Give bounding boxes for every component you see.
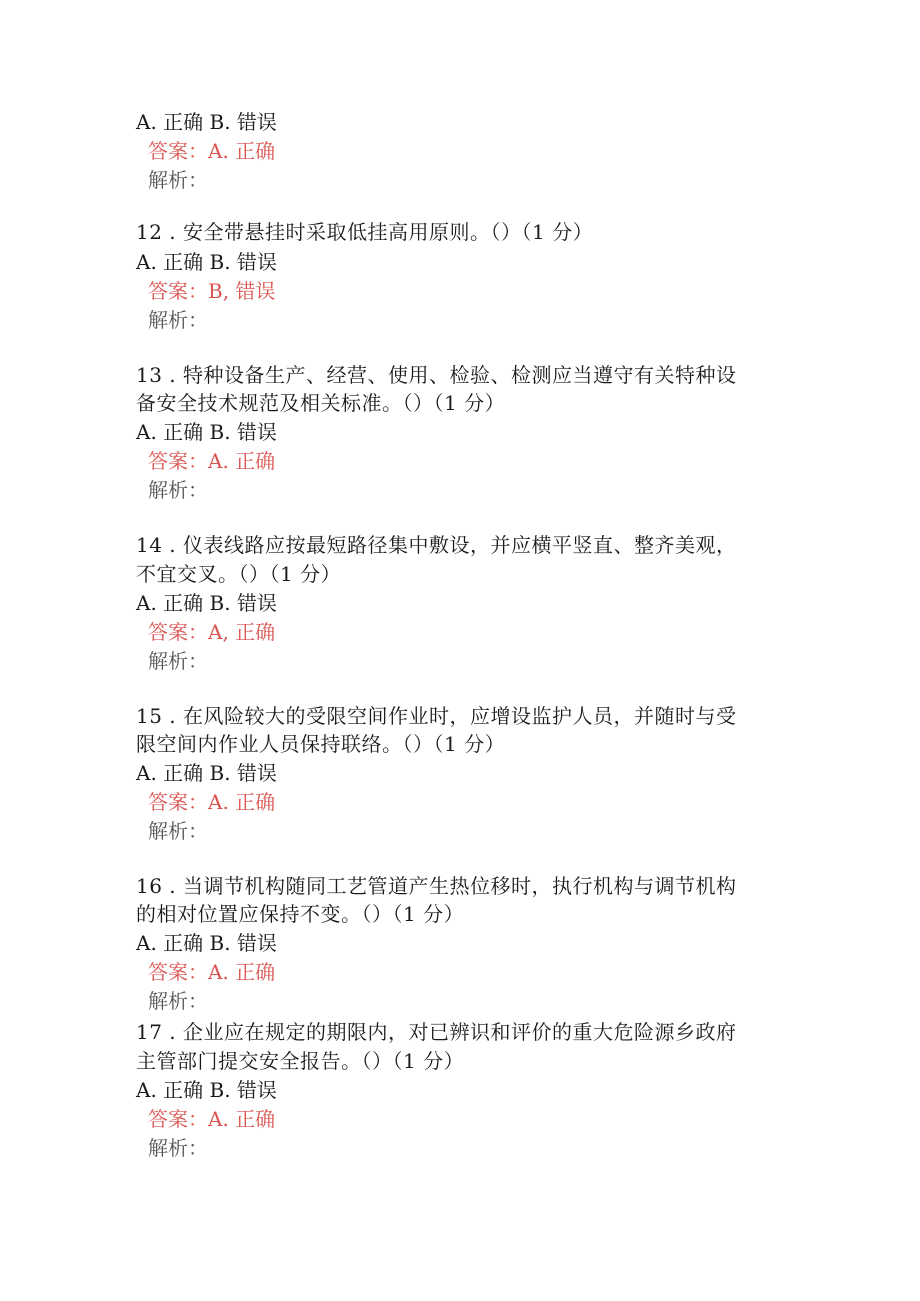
q16-answer: 答案：A. 正确 xyxy=(148,960,276,984)
q12-question: 12 . 安全带悬挂时采取低挂高用原则。（）（1 分） xyxy=(136,220,594,244)
q15-options: A. 正确 B. 错误 xyxy=(136,761,277,785)
q17-analysis: 解析： xyxy=(148,1136,208,1160)
q14-analysis: 解析： xyxy=(148,649,208,673)
q13-answer: 答案：A. 正确 xyxy=(148,449,276,473)
q16-options: A. 正确 B. 错误 xyxy=(136,931,277,955)
q16-analysis: 解析： xyxy=(148,989,208,1013)
q12-analysis: 解析： xyxy=(148,308,208,332)
q11-options: A. 正确 B. 错误 xyxy=(136,110,277,134)
q11-analysis: 解析： xyxy=(148,168,208,192)
q15-answer: 答案：A. 正确 xyxy=(148,790,276,814)
q15-question-line2: 限空间内作业人员保持联络。（）（1 分） xyxy=(136,732,506,756)
q15-question-line1: 15 . 在风险较大的受限空间作业时，应增设监护人员，并随时与受 xyxy=(136,704,737,728)
q13-options: A. 正确 B. 错误 xyxy=(136,420,277,444)
q14-options: A. 正确 B. 错误 xyxy=(136,591,277,615)
q12-options: A. 正确 B. 错误 xyxy=(136,250,277,274)
q12-answer: 答案：B, 错误 xyxy=(148,279,276,303)
q14-question-line2: 不宜交叉。（）（1 分） xyxy=(136,562,342,586)
q14-answer: 答案：A, 正确 xyxy=(148,620,276,644)
q17-answer: 答案：A. 正确 xyxy=(148,1107,276,1131)
q16-question-line2: 的相对位置应保持不变。（）（1 分） xyxy=(136,902,465,926)
q17-question-line2: 主管部门提交安全报告。（）（1 分） xyxy=(136,1049,465,1073)
q15-analysis: 解析： xyxy=(148,819,208,843)
q14-question-line1: 14 . 仪表线路应按最短路径集中敷设，并应横平竖直、整齐美观， xyxy=(136,533,737,557)
q16-question-line1: 16 . 当调节机构随同工艺管道产生热位移时，执行机构与调节机构 xyxy=(136,874,737,898)
q11-answer: 答案：A. 正确 xyxy=(148,139,276,163)
q13-analysis: 解析： xyxy=(148,478,208,502)
q17-options: A. 正确 B. 错误 xyxy=(136,1078,277,1102)
q13-question-line1: 13 . 特种设备生产、经营、使用、检验、检测应当遵守有关特种设 xyxy=(136,363,737,387)
q17-question-line1: 17 . 企业应在规定的期限内，对已辨识和评价的重大危险源乡政府 xyxy=(136,1020,737,1044)
q13-question-line2: 备安全技术规范及相关标准。（）（1 分） xyxy=(136,391,506,415)
